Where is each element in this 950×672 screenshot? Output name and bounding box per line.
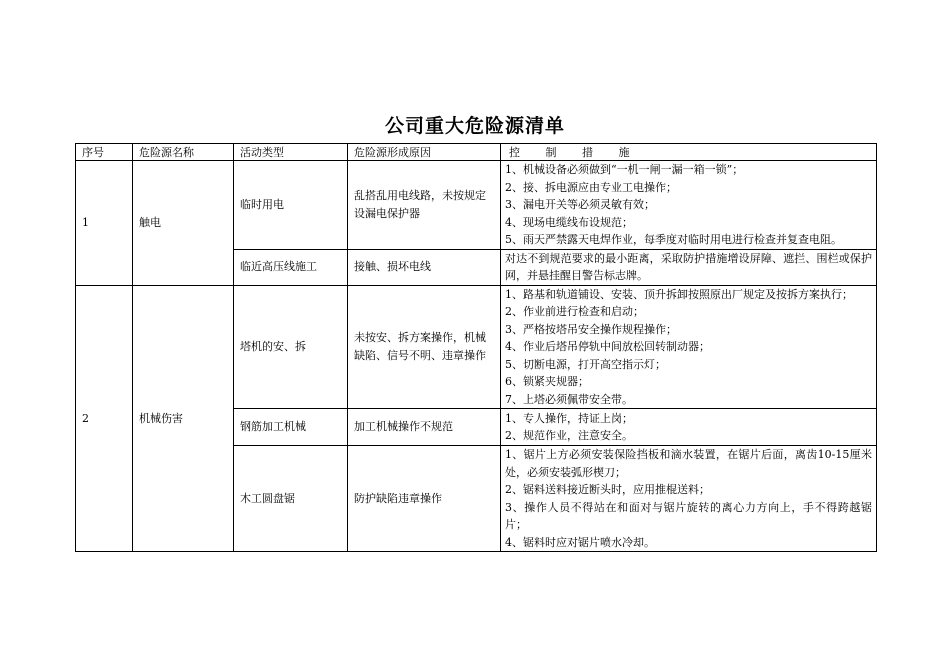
header-seq: 序号 [76, 144, 133, 161]
measure-item: 4、作业后塔吊停轨中间放松回转制动器； [505, 340, 710, 353]
hazard-seq: 1 [76, 161, 133, 286]
hazard-seq: 2 [76, 285, 133, 552]
control-measures [501, 249, 877, 285]
measure-item: 2、接、拆电源应由专业工电操作； [505, 180, 677, 194]
hazard-cause: 防护缺陷违章操作 [348, 446, 501, 552]
measure-item: 2、锯料送料接近断头时，应用推棍送料； [505, 483, 710, 496]
measure-item: 4、现场电缆线布设规范； [505, 215, 633, 229]
measure-item: 1、锯片上方必须安装保险挡板和滴水装置，在锯片后面，离齿10-15厘米处，必须安装弧形楔刀； [505, 448, 872, 479]
hazard-cause: 加工机械操作不规范 [348, 409, 501, 446]
measure-item: 3、严格按塔吊安全操作规程操作； [505, 322, 677, 336]
page-title: 公司重大危险源清单 [384, 115, 565, 137]
measure-item: 2、规范作业，注意安全。 [505, 429, 633, 442]
measure-item: 1、机械设备必须做到“一机一闸一漏一箱一锁”； [505, 163, 744, 176]
activity-type: 木工圆盘锯 [234, 446, 348, 552]
measure-item: 3、漏电开关等必须灵敏有效； [505, 198, 655, 211]
measure-item: 7、上塔必须佩带安全带。 [505, 392, 633, 406]
measure-item: 5、切断电源，打开高空指示灯； [505, 357, 666, 371]
measure-item: 1、路基和轨道铺设、安装、顶升拆卸按照原出厂规定及按拆方案执行； [505, 287, 853, 301]
table-row [76, 285, 877, 409]
measure-item: 1、专人操作，持证上岗； [505, 411, 633, 425]
control-measures [501, 446, 877, 552]
hazard-cause: 未按安、拆方案操作，机械缺陷、信号不明、违章操作 [348, 285, 501, 409]
hazard-cause: 乱搭乱用电线路，未按规定设漏电保护器 [348, 161, 501, 250]
measure-item: 对达不到规范要求的最小距离，采取防护措施增设屏障、遮拦、围栏或保护网，并悬挂醒目警告标志牌。 [505, 251, 872, 282]
measure-item: 3、操作人员不得站在和面对与锯片旋转的离心力方向上，手不得跨越锯片； [505, 500, 872, 531]
header-cause: 危险源形成原因 [348, 144, 501, 161]
control-measures [501, 409, 877, 446]
hazard-name: 触电 [133, 161, 234, 286]
header-activity-type: 活动类型 [234, 144, 348, 161]
activity-type: 临近高压线施工 [234, 249, 348, 285]
measure-item: 2、作业前进行检查和启动； [505, 305, 644, 318]
table-header-row [76, 144, 877, 161]
activity-type: 临时用电 [234, 161, 348, 250]
activity-type: 钢筋加工机械 [234, 409, 348, 446]
measure-item: 5、雨天严禁露天电焊作业，每季度对临时用电进行检查并复查电阻。 [505, 233, 842, 246]
hazard-name: 机械伤害 [133, 285, 234, 552]
activity-type: 塔机的安、拆 [234, 285, 348, 409]
hazard-table [75, 143, 877, 552]
control-measures [501, 161, 877, 250]
header-hazard-name: 危险源名称 [133, 144, 234, 161]
hazard-cause: 接触、损坏电线 [348, 249, 501, 285]
measure-item: 6、锁紧夹规器； [505, 375, 589, 388]
header-measures: 控 制 措 施 [501, 144, 877, 161]
control-measures [501, 285, 877, 409]
measure-item: 4、锯料时应对锯片喷水冷却。 [505, 535, 655, 549]
table-row [76, 161, 877, 250]
